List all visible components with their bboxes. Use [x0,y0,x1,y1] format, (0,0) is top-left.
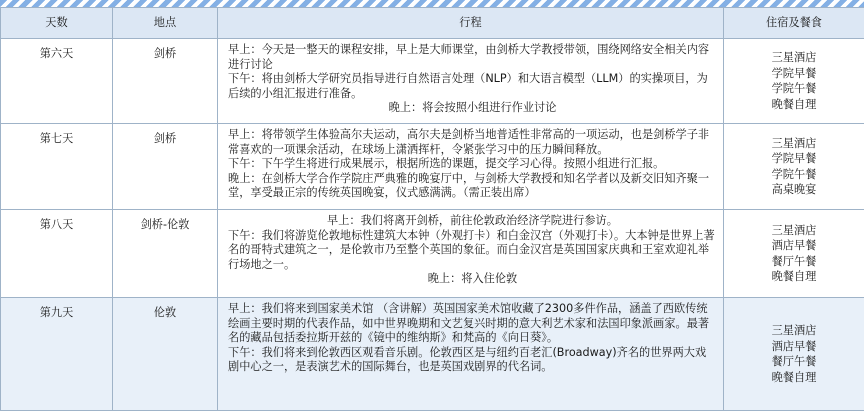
table-header-row [1,8,864,39]
stay-breakfast: 学院早餐 [724,151,864,167]
plan-morning: 早上：我们将离开剑桥，前往伦敦政治经济学院进行参访。 [228,214,717,229]
table-row [1,210,864,298]
table-row [1,39,864,124]
stay-lunch: 学院午餐 [724,81,864,97]
plan-evening: 晚上：将入住伦敦 [228,272,717,287]
table-row [1,298,864,411]
plan-morning: 早上：将带领学生体验高尔夫运动，高尔夫是剑桥当地普适性非常高的一项运动，也是剑桥学子非常喜欢的一项课余活动，在球场上潇洒挥杆，令紧张学习中的压力瞬间释放。 [228,128,717,157]
day-cell: 第七天 [1,124,113,210]
itinerary-table [0,7,864,411]
stay-dinner: 晚餐自理 [724,97,864,113]
plan-afternoon: 下午：将由剑桥大学研究员指导进行自然语言处理（NLP）和大语言模型（LLM）的实操项目，为后续的小组汇报进行准备。 [228,72,717,101]
stay-cell [724,298,864,411]
header-day: 天数 [1,8,113,39]
stay-hotel: 三星酒店 [724,50,864,66]
stay-dinner: 晚餐自理 [724,269,864,285]
place-cell: 剑桥 [113,124,218,210]
stay-dinner: 晚餐自理 [724,370,864,386]
plan-morning: 早上：今天是一整天的课程安排，早上是大师课堂，由剑桥大学教授带领，围绕网络安全相关内容进行讨论 [228,43,717,72]
header-place: 地点 [113,8,218,39]
stay-lunch: 餐厅午餐 [724,254,864,270]
header-stay: 住宿及餐食 [724,8,864,39]
stay-cell [724,124,864,210]
day-cell: 第八天 [1,210,113,298]
stay-hotel: 三星酒店 [724,323,864,339]
stay-cell [724,210,864,298]
place-cell: 伦敦 [113,298,218,411]
stay-hotel: 三星酒店 [724,223,864,239]
stay-breakfast: 酒店早餐 [724,238,864,254]
day-cell: 第六天 [1,39,113,124]
plan-afternoon: 下午：下午学生将进行成果展示，根据所选的课题，提交学习心得。按照小组进行汇报。 [228,157,717,172]
plan-cell [218,298,724,411]
plan-evening: 晚上：在剑桥大学合作学院庄严典雅的晚宴厅中，与剑桥大学教授和知名学者以及新交旧知齐聚一堂，享受最正宗的传统英国晚宴，仪式感满满。（需正装出席） [228,172,717,201]
stay-breakfast: 学院早餐 [724,66,864,82]
place-cell: 剑桥-伦敦 [113,210,218,298]
plan-afternoon: 下午：我们将游览伦敦地标性建筑大本钟（外观打卡）和白金汉宫（外观打卡）。大本钟是世界上著名的哥特式建筑之一，是伦敦市乃至整个英国的象征。而白金汉宫是英国国家庆典和王室欢迎礼举行场地之一。 [228,229,717,273]
plan-cell [218,39,724,124]
plan-afternoon: 下午：我们将来到伦敦西区观看音乐剧。伦敦西区是与纽约百老汇(Broadway)齐名的世界两大戏剧中心之一，是表演艺术的国际舞台，也是英国戏剧界的代名词。 [228,346,717,375]
plan-morning: 早上：我们将来到国家美术馆 （含讲解）英国国家美术馆收藏了2300多件作品，涵盖了西欧传统绘画主要时期的代表作品，如中世界晚期和文艺复兴时期的意大利艺术家和法国印象派画家。最著名的藏品包括委拉斯开兹的《镜中的维纳斯》和梵高的《向日葵》。 [228,302,717,346]
day-cell: 第九天 [1,298,113,411]
header-plan: 行程 [218,8,724,39]
stay-dinner: 高桌晚宴 [724,182,864,198]
stay-lunch: 餐厅午餐 [724,354,864,370]
plan-evening: 晚上：将会按照小组进行作业讨论 [228,101,717,116]
place-cell: 剑桥 [113,39,218,124]
table-row [1,124,864,210]
plan-cell [218,210,724,298]
stay-breakfast: 酒店早餐 [724,339,864,355]
stay-cell [724,39,864,124]
stay-hotel: 三星酒店 [724,136,864,152]
stay-lunch: 学院午餐 [724,167,864,183]
plan-cell [218,124,724,210]
